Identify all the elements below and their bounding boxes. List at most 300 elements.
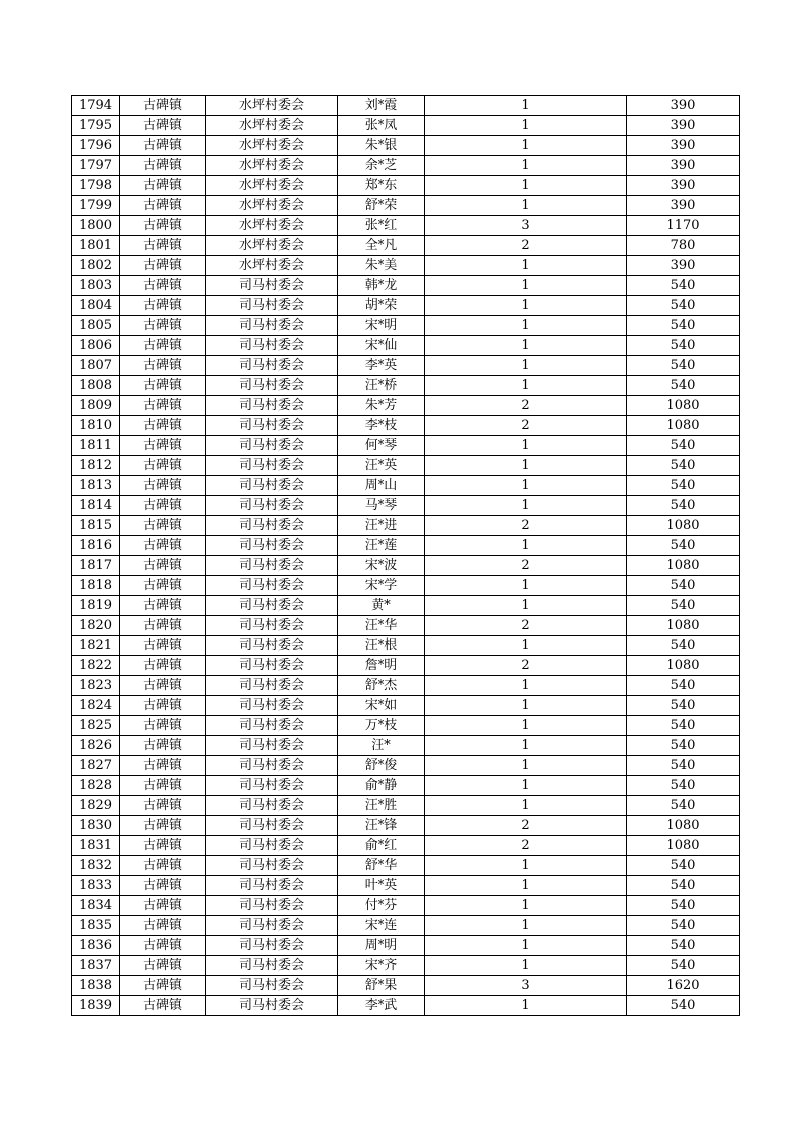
row-number-cell: 1811 bbox=[72, 436, 120, 456]
person-name-cell: 张*红 bbox=[338, 216, 425, 236]
row-number-cell: 1813 bbox=[72, 476, 120, 496]
person-name-cell: 朱*银 bbox=[338, 136, 425, 156]
person-name-cell: 万*枝 bbox=[338, 716, 425, 736]
amount-cell: 1170 bbox=[627, 216, 740, 236]
amount-cell: 1080 bbox=[627, 836, 740, 856]
row-number-cell: 1821 bbox=[72, 636, 120, 656]
person-name-cell: 汪*根 bbox=[338, 636, 425, 656]
amount-cell: 1620 bbox=[627, 976, 740, 996]
amount-cell: 540 bbox=[627, 756, 740, 776]
town-cell: 古碑镇 bbox=[120, 956, 206, 976]
person-name-cell: 宋*连 bbox=[338, 916, 425, 936]
table-row bbox=[72, 716, 740, 736]
row-number-cell: 1833 bbox=[72, 876, 120, 896]
amount-cell: 390 bbox=[627, 116, 740, 136]
village-committee-cell: 司马村委会 bbox=[206, 476, 338, 496]
person-count-cell: 1 bbox=[425, 136, 627, 156]
roster-table bbox=[71, 95, 740, 1016]
amount-cell: 540 bbox=[627, 916, 740, 936]
town-cell: 古碑镇 bbox=[120, 396, 206, 416]
person-count-cell: 1 bbox=[425, 476, 627, 496]
table-row bbox=[72, 96, 740, 116]
person-name-cell: 汪*华 bbox=[338, 616, 425, 636]
person-count-cell: 1 bbox=[425, 596, 627, 616]
person-name-cell: 周*山 bbox=[338, 476, 425, 496]
town-cell: 古碑镇 bbox=[120, 256, 206, 276]
person-name-cell: 李*枝 bbox=[338, 416, 425, 436]
village-committee-cell: 司马村委会 bbox=[206, 936, 338, 956]
table-row bbox=[72, 696, 740, 716]
village-committee-cell: 司马村委会 bbox=[206, 276, 338, 296]
amount-cell: 1080 bbox=[627, 516, 740, 536]
table-row bbox=[72, 596, 740, 616]
person-count-cell: 1 bbox=[425, 716, 627, 736]
person-name-cell: 宋*明 bbox=[338, 316, 425, 336]
person-count-cell: 1 bbox=[425, 796, 627, 816]
village-committee-cell: 司马村委会 bbox=[206, 636, 338, 656]
row-number-cell: 1815 bbox=[72, 516, 120, 536]
person-count-cell: 1 bbox=[425, 536, 627, 556]
table-row bbox=[72, 256, 740, 276]
village-committee-cell: 水坪村委会 bbox=[206, 256, 338, 276]
person-name-cell: 汪*胜 bbox=[338, 796, 425, 816]
town-cell: 古碑镇 bbox=[120, 896, 206, 916]
amount-cell: 390 bbox=[627, 196, 740, 216]
village-committee-cell: 司马村委会 bbox=[206, 376, 338, 396]
amount-cell: 1080 bbox=[627, 556, 740, 576]
amount-cell: 540 bbox=[627, 316, 740, 336]
town-cell: 古碑镇 bbox=[120, 796, 206, 816]
person-count-cell: 2 bbox=[425, 516, 627, 536]
table-row bbox=[72, 136, 740, 156]
person-count-cell: 1 bbox=[425, 676, 627, 696]
person-count-cell: 2 bbox=[425, 416, 627, 436]
town-cell: 古碑镇 bbox=[120, 576, 206, 596]
town-cell: 古碑镇 bbox=[120, 436, 206, 456]
town-cell: 古碑镇 bbox=[120, 496, 206, 516]
row-number-cell: 1834 bbox=[72, 896, 120, 916]
town-cell: 古碑镇 bbox=[120, 376, 206, 396]
town-cell: 古碑镇 bbox=[120, 476, 206, 496]
person-name-cell: 舒*俊 bbox=[338, 756, 425, 776]
person-name-cell: 郑*东 bbox=[338, 176, 425, 196]
row-number-cell: 1826 bbox=[72, 736, 120, 756]
table-row bbox=[72, 996, 740, 1016]
village-committee-cell: 司马村委会 bbox=[206, 556, 338, 576]
village-committee-cell: 司马村委会 bbox=[206, 796, 338, 816]
town-cell: 古碑镇 bbox=[120, 516, 206, 536]
town-cell: 古碑镇 bbox=[120, 976, 206, 996]
row-number-cell: 1823 bbox=[72, 676, 120, 696]
row-number-cell: 1820 bbox=[72, 616, 120, 636]
amount-cell: 390 bbox=[627, 256, 740, 276]
person-name-cell: 刘*霞 bbox=[338, 96, 425, 116]
amount-cell: 540 bbox=[627, 676, 740, 696]
town-cell: 古碑镇 bbox=[120, 696, 206, 716]
row-number-cell: 1794 bbox=[72, 96, 120, 116]
town-cell: 古碑镇 bbox=[120, 416, 206, 436]
town-cell: 古碑镇 bbox=[120, 116, 206, 136]
person-name-cell: 何*琴 bbox=[338, 436, 425, 456]
amount-cell: 540 bbox=[627, 796, 740, 816]
table-row bbox=[72, 276, 740, 296]
person-name-cell: 张*凤 bbox=[338, 116, 425, 136]
table-row bbox=[72, 776, 740, 796]
town-cell: 古碑镇 bbox=[120, 236, 206, 256]
row-number-cell: 1810 bbox=[72, 416, 120, 436]
table-row bbox=[72, 896, 740, 916]
roster-table-body bbox=[72, 96, 740, 1016]
table-row bbox=[72, 176, 740, 196]
village-committee-cell: 司马村委会 bbox=[206, 956, 338, 976]
village-committee-cell: 司马村委会 bbox=[206, 696, 338, 716]
table-row bbox=[72, 616, 740, 636]
person-count-cell: 1 bbox=[425, 936, 627, 956]
person-count-cell: 1 bbox=[425, 916, 627, 936]
village-committee-cell: 水坪村委会 bbox=[206, 236, 338, 256]
person-name-cell: 俞*红 bbox=[338, 836, 425, 856]
village-committee-cell: 司马村委会 bbox=[206, 736, 338, 756]
person-name-cell: 朱*美 bbox=[338, 256, 425, 276]
village-committee-cell: 司马村委会 bbox=[206, 516, 338, 536]
town-cell: 古碑镇 bbox=[120, 876, 206, 896]
table-row bbox=[72, 336, 740, 356]
row-number-cell: 1812 bbox=[72, 456, 120, 476]
table-row bbox=[72, 396, 740, 416]
town-cell: 古碑镇 bbox=[120, 296, 206, 316]
person-name-cell: 宋*仙 bbox=[338, 336, 425, 356]
table-row bbox=[72, 976, 740, 996]
amount-cell: 540 bbox=[627, 696, 740, 716]
town-cell: 古碑镇 bbox=[120, 636, 206, 656]
row-number-cell: 1828 bbox=[72, 776, 120, 796]
village-committee-cell: 水坪村委会 bbox=[206, 176, 338, 196]
person-name-cell: 汪*进 bbox=[338, 516, 425, 536]
person-count-cell: 2 bbox=[425, 236, 627, 256]
table-row bbox=[72, 956, 740, 976]
town-cell: 古碑镇 bbox=[120, 136, 206, 156]
town-cell: 古碑镇 bbox=[120, 936, 206, 956]
person-count-cell: 1 bbox=[425, 116, 627, 136]
village-committee-cell: 司马村委会 bbox=[206, 756, 338, 776]
person-count-cell: 3 bbox=[425, 216, 627, 236]
person-count-cell: 1 bbox=[425, 996, 627, 1016]
person-name-cell: 全*凡 bbox=[338, 236, 425, 256]
village-committee-cell: 水坪村委会 bbox=[206, 216, 338, 236]
amount-cell: 540 bbox=[627, 716, 740, 736]
table-row bbox=[72, 856, 740, 876]
row-number-cell: 1837 bbox=[72, 956, 120, 976]
person-count-cell: 2 bbox=[425, 556, 627, 576]
person-count-cell: 1 bbox=[425, 896, 627, 916]
person-name-cell: 周*明 bbox=[338, 936, 425, 956]
table-row bbox=[72, 576, 740, 596]
town-cell: 古碑镇 bbox=[120, 776, 206, 796]
row-number-cell: 1795 bbox=[72, 116, 120, 136]
person-name-cell: 汪*莲 bbox=[338, 536, 425, 556]
town-cell: 古碑镇 bbox=[120, 356, 206, 376]
person-count-cell: 1 bbox=[425, 256, 627, 276]
person-count-cell: 1 bbox=[425, 356, 627, 376]
person-name-cell: 俞*静 bbox=[338, 776, 425, 796]
person-name-cell: 舒*荣 bbox=[338, 196, 425, 216]
person-name-cell: 余*芝 bbox=[338, 156, 425, 176]
person-count-cell: 1 bbox=[425, 696, 627, 716]
person-name-cell: 舒*华 bbox=[338, 856, 425, 876]
amount-cell: 540 bbox=[627, 936, 740, 956]
amount-cell: 540 bbox=[627, 636, 740, 656]
town-cell: 古碑镇 bbox=[120, 836, 206, 856]
town-cell: 古碑镇 bbox=[120, 216, 206, 236]
amount-cell: 390 bbox=[627, 176, 740, 196]
person-count-cell: 1 bbox=[425, 276, 627, 296]
table-row bbox=[72, 836, 740, 856]
person-count-cell: 1 bbox=[425, 156, 627, 176]
table-row bbox=[72, 316, 740, 336]
village-committee-cell: 司马村委会 bbox=[206, 996, 338, 1016]
village-committee-cell: 司马村委会 bbox=[206, 456, 338, 476]
town-cell: 古碑镇 bbox=[120, 556, 206, 576]
table-row bbox=[72, 556, 740, 576]
table-row bbox=[72, 816, 740, 836]
village-committee-cell: 司马村委会 bbox=[206, 436, 338, 456]
person-count-cell: 1 bbox=[425, 736, 627, 756]
table-row bbox=[72, 116, 740, 136]
village-committee-cell: 司马村委会 bbox=[206, 816, 338, 836]
person-name-cell: 舒*杰 bbox=[338, 676, 425, 696]
amount-cell: 540 bbox=[627, 736, 740, 756]
table-row bbox=[72, 356, 740, 376]
table-row bbox=[72, 376, 740, 396]
town-cell: 古碑镇 bbox=[120, 856, 206, 876]
town-cell: 古碑镇 bbox=[120, 196, 206, 216]
row-number-cell: 1824 bbox=[72, 696, 120, 716]
amount-cell: 540 bbox=[627, 536, 740, 556]
person-count-cell: 1 bbox=[425, 636, 627, 656]
row-number-cell: 1801 bbox=[72, 236, 120, 256]
person-count-cell: 1 bbox=[425, 376, 627, 396]
person-count-cell: 1 bbox=[425, 576, 627, 596]
person-count-cell: 1 bbox=[425, 436, 627, 456]
village-committee-cell: 水坪村委会 bbox=[206, 96, 338, 116]
person-count-cell: 1 bbox=[425, 336, 627, 356]
person-count-cell: 1 bbox=[425, 496, 627, 516]
village-committee-cell: 司马村委会 bbox=[206, 856, 338, 876]
village-committee-cell: 司马村委会 bbox=[206, 776, 338, 796]
amount-cell: 1080 bbox=[627, 416, 740, 436]
table-row bbox=[72, 236, 740, 256]
person-count-cell: 2 bbox=[425, 656, 627, 676]
amount-cell: 1080 bbox=[627, 616, 740, 636]
amount-cell: 540 bbox=[627, 956, 740, 976]
row-number-cell: 1838 bbox=[72, 976, 120, 996]
person-count-cell: 1 bbox=[425, 176, 627, 196]
person-name-cell: 宋*如 bbox=[338, 696, 425, 716]
person-count-cell: 1 bbox=[425, 876, 627, 896]
amount-cell: 540 bbox=[627, 996, 740, 1016]
town-cell: 古碑镇 bbox=[120, 736, 206, 756]
row-number-cell: 1818 bbox=[72, 576, 120, 596]
table-row bbox=[72, 196, 740, 216]
table-row bbox=[72, 536, 740, 556]
person-name-cell: 汪*英 bbox=[338, 456, 425, 476]
person-name-cell: 李*武 bbox=[338, 996, 425, 1016]
row-number-cell: 1797 bbox=[72, 156, 120, 176]
row-number-cell: 1808 bbox=[72, 376, 120, 396]
row-number-cell: 1830 bbox=[72, 816, 120, 836]
table-row bbox=[72, 916, 740, 936]
person-count-cell: 1 bbox=[425, 756, 627, 776]
village-committee-cell: 司马村委会 bbox=[206, 716, 338, 736]
row-number-cell: 1835 bbox=[72, 916, 120, 936]
village-committee-cell: 司马村委会 bbox=[206, 976, 338, 996]
row-number-cell: 1839 bbox=[72, 996, 120, 1016]
amount-cell: 540 bbox=[627, 436, 740, 456]
amount-cell: 540 bbox=[627, 776, 740, 796]
town-cell: 古碑镇 bbox=[120, 316, 206, 336]
row-number-cell: 1819 bbox=[72, 596, 120, 616]
row-number-cell: 1804 bbox=[72, 296, 120, 316]
amount-cell: 540 bbox=[627, 856, 740, 876]
town-cell: 古碑镇 bbox=[120, 536, 206, 556]
town-cell: 古碑镇 bbox=[120, 756, 206, 776]
village-committee-cell: 司马村委会 bbox=[206, 296, 338, 316]
row-number-cell: 1827 bbox=[72, 756, 120, 776]
village-committee-cell: 水坪村委会 bbox=[206, 116, 338, 136]
town-cell: 古碑镇 bbox=[120, 156, 206, 176]
town-cell: 古碑镇 bbox=[120, 916, 206, 936]
town-cell: 古碑镇 bbox=[120, 96, 206, 116]
person-count-cell: 3 bbox=[425, 976, 627, 996]
person-name-cell: 宋*波 bbox=[338, 556, 425, 576]
town-cell: 古碑镇 bbox=[120, 656, 206, 676]
person-name-cell: 付*芬 bbox=[338, 896, 425, 916]
village-committee-cell: 水坪村委会 bbox=[206, 136, 338, 156]
table-row bbox=[72, 516, 740, 536]
table-row bbox=[72, 216, 740, 236]
table-row bbox=[72, 636, 740, 656]
person-count-cell: 1 bbox=[425, 96, 627, 116]
amount-cell: 390 bbox=[627, 156, 740, 176]
person-name-cell: 马*琴 bbox=[338, 496, 425, 516]
person-name-cell: 朱*芳 bbox=[338, 396, 425, 416]
person-name-cell: 詹*明 bbox=[338, 656, 425, 676]
town-cell: 古碑镇 bbox=[120, 276, 206, 296]
row-number-cell: 1802 bbox=[72, 256, 120, 276]
town-cell: 古碑镇 bbox=[120, 456, 206, 476]
row-number-cell: 1805 bbox=[72, 316, 120, 336]
row-number-cell: 1829 bbox=[72, 796, 120, 816]
table-row bbox=[72, 156, 740, 176]
amount-cell: 540 bbox=[627, 496, 740, 516]
town-cell: 古碑镇 bbox=[120, 616, 206, 636]
row-number-cell: 1825 bbox=[72, 716, 120, 736]
village-committee-cell: 司马村委会 bbox=[206, 656, 338, 676]
table-row bbox=[72, 496, 740, 516]
village-committee-cell: 司马村委会 bbox=[206, 676, 338, 696]
person-name-cell: 李*英 bbox=[338, 356, 425, 376]
row-number-cell: 1817 bbox=[72, 556, 120, 576]
amount-cell: 540 bbox=[627, 576, 740, 596]
person-count-cell: 2 bbox=[425, 836, 627, 856]
person-count-cell: 1 bbox=[425, 856, 627, 876]
village-committee-cell: 司马村委会 bbox=[206, 336, 338, 356]
person-name-cell: 胡*荣 bbox=[338, 296, 425, 316]
person-name-cell: 叶*英 bbox=[338, 876, 425, 896]
person-name-cell: 韩*龙 bbox=[338, 276, 425, 296]
amount-cell: 540 bbox=[627, 456, 740, 476]
village-committee-cell: 司马村委会 bbox=[206, 396, 338, 416]
table-row bbox=[72, 796, 740, 816]
person-count-cell: 2 bbox=[425, 396, 627, 416]
amount-cell: 540 bbox=[627, 596, 740, 616]
table-row bbox=[72, 736, 740, 756]
table-row bbox=[72, 656, 740, 676]
person-count-cell: 2 bbox=[425, 616, 627, 636]
row-number-cell: 1807 bbox=[72, 356, 120, 376]
row-number-cell: 1806 bbox=[72, 336, 120, 356]
table-row bbox=[72, 436, 740, 456]
town-cell: 古碑镇 bbox=[120, 996, 206, 1016]
table-row bbox=[72, 296, 740, 316]
town-cell: 古碑镇 bbox=[120, 716, 206, 736]
village-committee-cell: 司马村委会 bbox=[206, 916, 338, 936]
town-cell: 古碑镇 bbox=[120, 336, 206, 356]
row-number-cell: 1803 bbox=[72, 276, 120, 296]
table-row bbox=[72, 416, 740, 436]
village-committee-cell: 司马村委会 bbox=[206, 416, 338, 436]
person-name-cell: 宋*齐 bbox=[338, 956, 425, 976]
amount-cell: 780 bbox=[627, 236, 740, 256]
amount-cell: 540 bbox=[627, 276, 740, 296]
amount-cell: 1080 bbox=[627, 816, 740, 836]
town-cell: 古碑镇 bbox=[120, 596, 206, 616]
row-number-cell: 1799 bbox=[72, 196, 120, 216]
row-number-cell: 1836 bbox=[72, 936, 120, 956]
person-count-cell: 1 bbox=[425, 956, 627, 976]
amount-cell: 540 bbox=[627, 896, 740, 916]
amount-cell: 540 bbox=[627, 356, 740, 376]
person-count-cell: 2 bbox=[425, 816, 627, 836]
table-row bbox=[72, 756, 740, 776]
person-count-cell: 1 bbox=[425, 196, 627, 216]
town-cell: 古碑镇 bbox=[120, 816, 206, 836]
row-number-cell: 1800 bbox=[72, 216, 120, 236]
village-committee-cell: 司马村委会 bbox=[206, 576, 338, 596]
person-count-cell: 1 bbox=[425, 456, 627, 476]
person-name-cell: 舒*果 bbox=[338, 976, 425, 996]
town-cell: 古碑镇 bbox=[120, 676, 206, 696]
table-row bbox=[72, 876, 740, 896]
village-committee-cell: 司马村委会 bbox=[206, 356, 338, 376]
row-number-cell: 1798 bbox=[72, 176, 120, 196]
amount-cell: 390 bbox=[627, 136, 740, 156]
village-committee-cell: 司马村委会 bbox=[206, 836, 338, 856]
row-number-cell: 1816 bbox=[72, 536, 120, 556]
village-committee-cell: 水坪村委会 bbox=[206, 156, 338, 176]
row-number-cell: 1796 bbox=[72, 136, 120, 156]
amount-cell: 1080 bbox=[627, 656, 740, 676]
amount-cell: 540 bbox=[627, 876, 740, 896]
person-count-cell: 1 bbox=[425, 296, 627, 316]
table-row bbox=[72, 676, 740, 696]
row-number-cell: 1822 bbox=[72, 656, 120, 676]
row-number-cell: 1809 bbox=[72, 396, 120, 416]
amount-cell: 540 bbox=[627, 336, 740, 356]
row-number-cell: 1814 bbox=[72, 496, 120, 516]
table-row bbox=[72, 936, 740, 956]
amount-cell: 540 bbox=[627, 376, 740, 396]
